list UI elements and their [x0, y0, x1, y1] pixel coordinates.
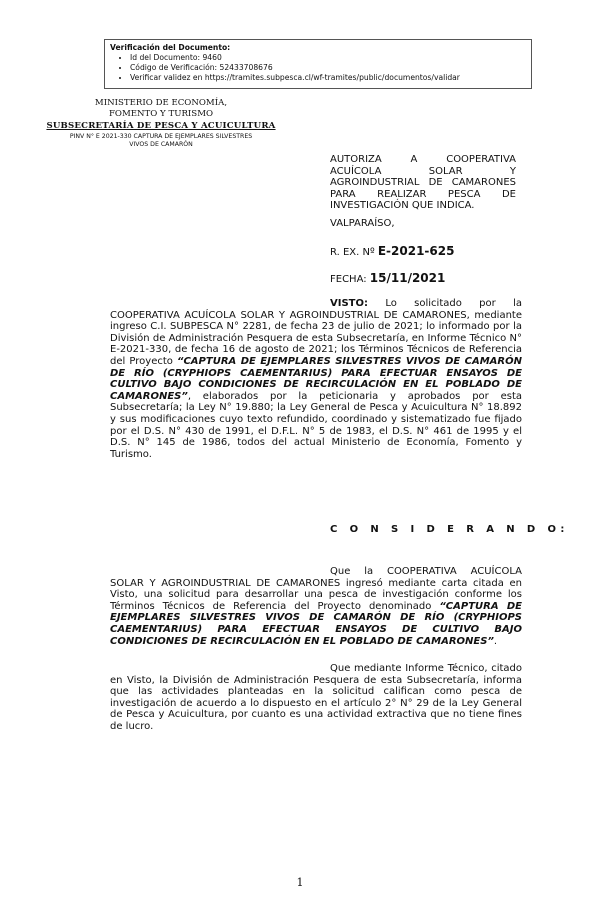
visto-paragraph [110, 298, 522, 460]
page-number: 1 [296, 876, 304, 889]
date-value: 15/11/2021 [369, 271, 446, 285]
date-label: FECHA: [330, 274, 367, 285]
verification-item: • Id del Documento: 9460 [130, 53, 526, 63]
considerando-text: Que la COOPERATIVA ACUÍCOLA SOLAR Y AGROINDUSTRIAL DE CAMARONES ingresó mediante carta citada en Visto, una solicitud para desarrollar una pesca de investigación conforme los Términos Técnicos de Referencia del Proyecto denominado [110, 566, 522, 612]
visto-text-cont: , elaborados por la peticionaria y aprobados por esta Subsecretaría; la Ley N° 19.880; la Ley General de Pesca y Acuicultura N° 18.892 y sus modificaciones cuyo texto refundido, coordinado y sistematizado fue fijado por el D.S. N° 430 de 1991, el D.F.L. N° 5 de 1983, el D.S. N° 461 de 1995 y el D.S. N° 145 de 1986, todos del actual Ministerio de Economía, Fomento y Turismo. [110, 390, 522, 460]
city: VALPARAÍSO, [330, 218, 395, 229]
project-title: “CAPTURA DE EJEMPLARES SILVESTRES VIVOS DE CAMARÓN DE RÍO (CRYPHIOPS CAEMENTARIUS) PARA EFECTUAR ENSAYOS DE CULTIVO BAJO CONDICIONES DE RECIRCULACIÓN EN EL POBLADO DE CAMARONES” [110, 600, 522, 647]
pinv-reference [40, 133, 282, 149]
pinv-line: VIVOS DE CAMARÓN [129, 141, 193, 148]
verification-title: Verificación del Documento: [110, 43, 231, 52]
considerando-paragraph-2 [110, 663, 522, 733]
verification-box [104, 39, 532, 89]
resolution-value: E-2021-625 [377, 244, 455, 258]
resolution-number [330, 244, 454, 258]
resolution-label: R. EX. Nº [330, 247, 375, 258]
ministry-line: MINISTERIO DE ECONOMÍA, [94, 98, 228, 108]
subsecretaria-heading: SUBSECRETARÍA DE PESCA Y ACUICULTURA [46, 121, 276, 131]
visto-text: Lo solicitado por la COOPERATIVA ACUÍCOLA SOLAR Y AGROINDUSTRIAL DE CAMARONES, mediante ingreso C.I. SUBPESCA N° 2281, de fecha 23 de julio de 2021; lo informado por la División de Administración Pesquera de esta Subsecretaría, en Informe Técnico N° E-2021-330, de fecha 16 de agosto de 2021; los Términos Técnicos de Referencia del Proyecto [110, 298, 522, 367]
pinv-line: PINV N° E 2021-330 CAPTURA DE EJEMPLARES SILVESTRES [69, 133, 253, 140]
resolution-summary: AUTORIZA A COOPERATIVA ACUÍCOLA SOLAR Y AGROINDUSTRIAL DE CAMARONES PARA REALIZAR PESCA DE INVESTIGACIÓN QUE INDICA. [330, 154, 516, 212]
verification-list [110, 53, 526, 83]
verification-item: • Verificar validez en https://tramites.subpesca.cl/wf-tramites/public/documentos/validar [130, 73, 526, 83]
considerando-paragraph-1 [110, 566, 522, 647]
considerando-text: Que mediante Informe Técnico, citado en Visto, la División de Administración Pesquera de esta Subsecretaría, informa que las actividades planteadas en la solicitud califican como pesca de investigación de acuerdo a lo dispuesto en el artículo 2° N° 29 de la Ley General de Pesca y Acuicultura, por cuanto es una actividad extractiva que no tiene fines de lucro. [110, 663, 522, 732]
project-title: “CAPTURA DE EJEMPLARES SILVESTRES VIVOS DE CAMARÓN DE RÍO (CRYPHIOPS CAEMENTARIUS) PARA EFECTUAR ENSAYOS DE CULTIVO BAJO CONDICIONES DE RECIRCULACIÓN EN EL POBLADO DE CAMARONES” [110, 355, 522, 402]
ministry-line: FOMENTO Y TURISMO [108, 109, 214, 119]
considerando-heading: C O N S I D E R A N D O: [330, 524, 569, 535]
resolution-date [330, 271, 445, 285]
sentence-end: . [493, 635, 498, 647]
ministry-heading [40, 98, 282, 120]
visto-label: VISTO: [330, 298, 368, 309]
verification-item: • Código de Verificación: 52433708676 [130, 63, 526, 73]
